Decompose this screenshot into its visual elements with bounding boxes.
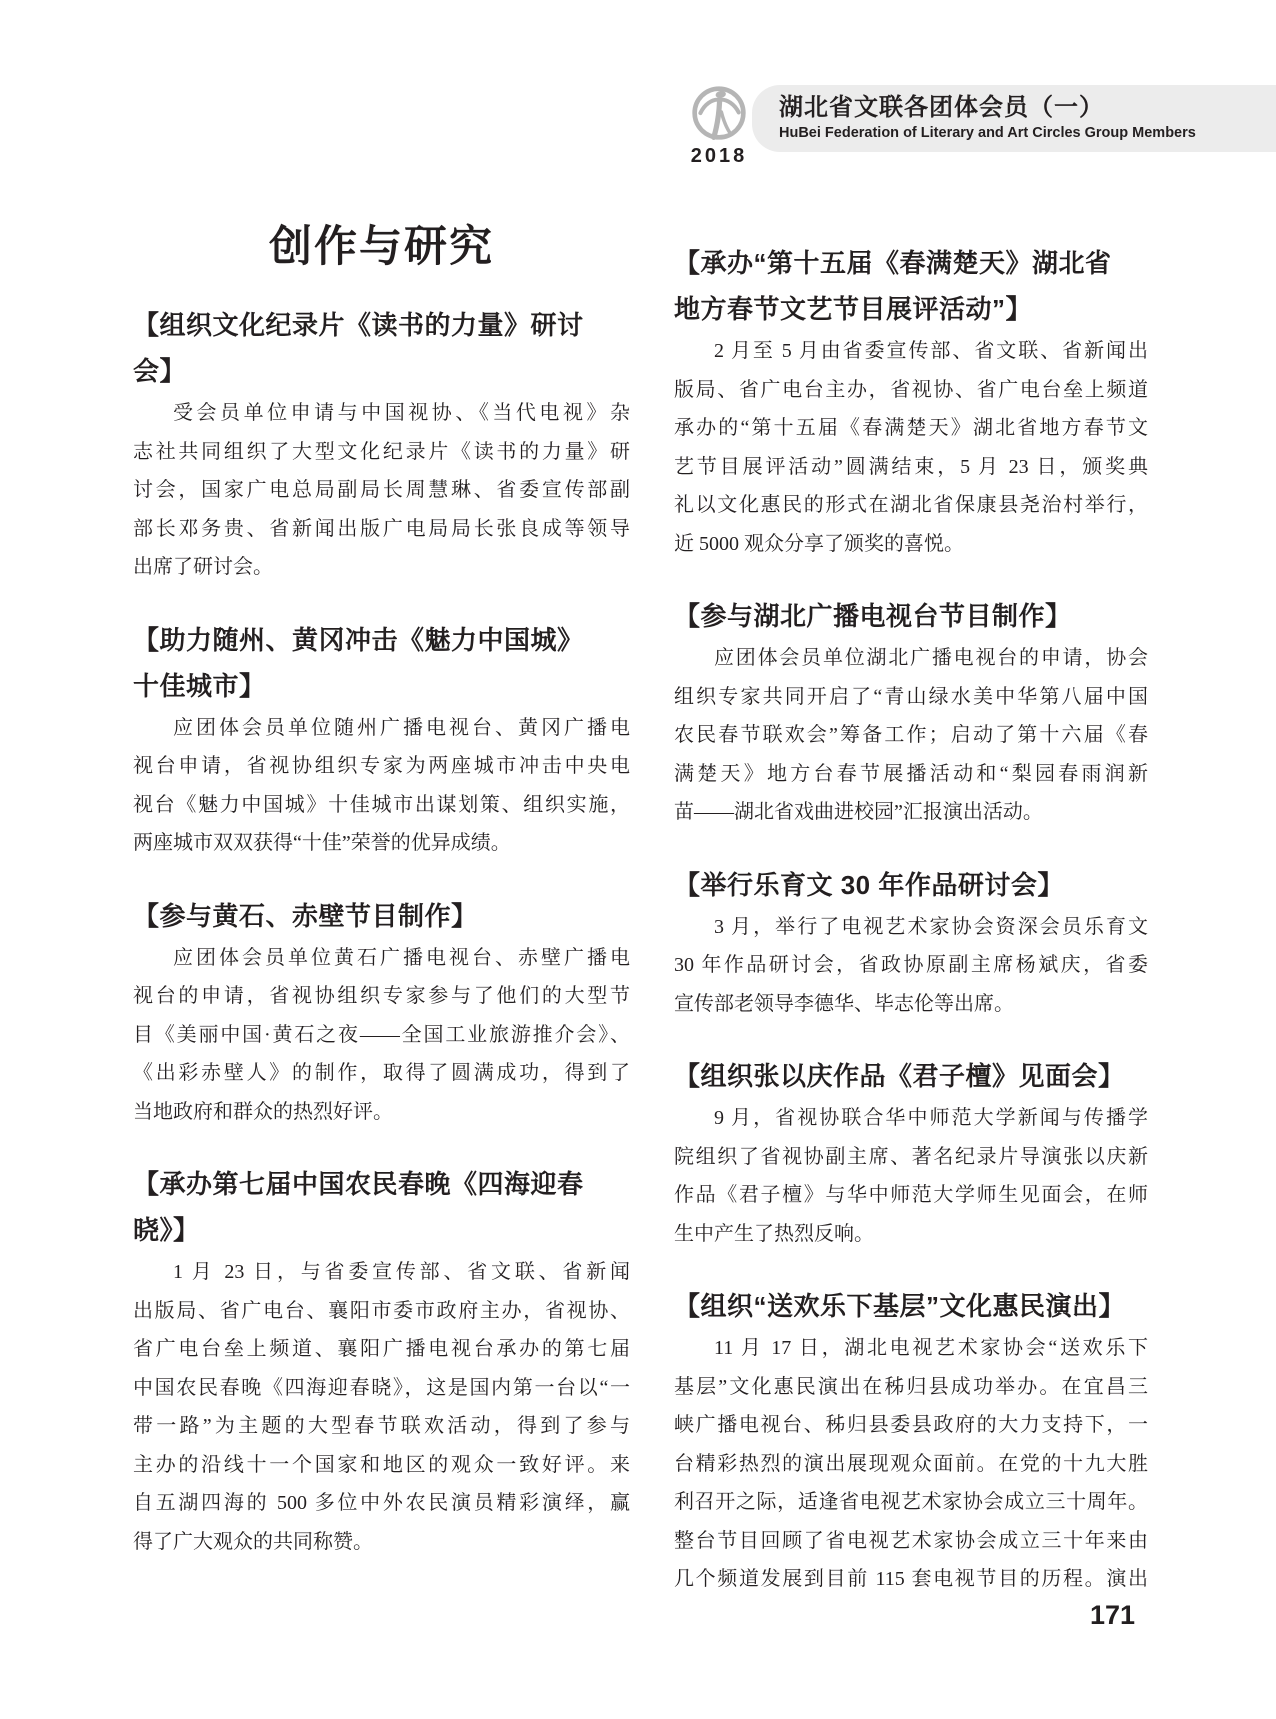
body-line: 视台《魅力中国城》十佳城市出谋划策、组织实施， (133, 793, 630, 816)
body-line: 自五湖四海的 500 多位中外农民演员精彩演绎，赢 (133, 1492, 630, 1514)
body-line: 生中产生了热烈反响。 (674, 1222, 874, 1245)
paragraph (133, 939, 630, 1132)
body-line: 礼以文化惠民的形式在湖北省保康县尧治村举行， (674, 494, 1148, 516)
page-number: 171 (1089, 1600, 1135, 1630)
section-heading-line: 地方春节文艺节目展评活动”】 (674, 294, 1033, 324)
body-line: 志社共同组织了大型文化纪录片《读书的力量》研 (133, 440, 630, 463)
body-line: 院组织了省视协副主席、著名纪录片导演张以庆新 (674, 1145, 1148, 1168)
body-line: 得了广大观众的共同称赞。 (133, 1530, 373, 1553)
body-line: 主办的沿线十一个国家和地区的观众一致好评。来 (133, 1453, 630, 1476)
body-line: 省广电台垒上频道、襄阳广播电视台承办的第七届 (133, 1338, 630, 1360)
section-heading-line: 【组织张以庆作品《君子檀》见面会】 (674, 1061, 1125, 1091)
body-line: 讨会，国家广电总局副局长周慧琳、省委宣传部副 (133, 479, 630, 501)
section-heading-line: 【承办“第十五届《春满楚天》湖北省 (674, 248, 1112, 278)
right-column (674, 240, 1148, 1599)
body-line: 2 月至 5 月由省委宣传部、省文联、省新闻出 (714, 340, 1148, 362)
paragraph (674, 908, 1148, 1024)
section-heading-line: 晓》】 (133, 1215, 200, 1245)
logo-block (681, 84, 757, 168)
article-section (133, 1161, 630, 1561)
body-line: 利召开之际，适逢省电视艺术家协会成立三十周年。 (674, 1491, 1148, 1513)
body-line: 基层”文化惠民演出在秭归县成功举办。在宜昌三 (674, 1375, 1148, 1398)
paragraph (674, 332, 1148, 563)
body-line: 视台的申请，省视协组织专家参与了他们的大型节 (133, 985, 630, 1007)
article-section (133, 302, 630, 587)
body-line: 目《美丽中国·黄石之夜——全国工业旅游推介会》、 (133, 1023, 630, 1046)
federation-logo-icon (690, 84, 748, 142)
body-line: 几个频道发展到目前 115 套电视节目的历程。演出 (674, 1568, 1148, 1590)
section-heading (674, 1283, 1148, 1329)
article-section (674, 240, 1148, 563)
section-heading (674, 593, 1148, 639)
body-line: 两座城市双双获得“十佳”荣誉的优异成绩。 (133, 832, 511, 854)
paragraph (133, 394, 630, 587)
header-title-zh: 湖北省文联各团体会员（一） (779, 94, 1104, 121)
article-section (674, 1283, 1148, 1599)
paragraph (133, 1253, 630, 1561)
paragraph (133, 709, 630, 863)
body-line: 峡广播电视台、秭归县委县政府的大力支持下，一 (674, 1414, 1148, 1436)
body-line: 出席了研讨会。 (133, 556, 273, 578)
body-line: 作品《君子檀》与华中师范大学师生见面会，在师 (674, 1184, 1148, 1206)
article-section (674, 593, 1148, 832)
section-heading-line: 【参与黄石、赤壁节目制作】 (133, 900, 478, 931)
body-line: 应团体会员单位黄石广播电视台、赤壁广播电 (173, 946, 630, 969)
body-line: 11 月 17 日，湖北电视艺术家协会“送欢乐下 (714, 1337, 1148, 1359)
section-heading (133, 302, 630, 394)
section-heading (133, 1161, 630, 1253)
body-line: 整台节目回顾了省电视艺术家协会成立三十年来由 (674, 1529, 1148, 1552)
section-heading-line: 【参与湖北广播电视台节目制作】 (674, 601, 1072, 631)
article-section (674, 1053, 1148, 1253)
body-line: 苗——湖北省戏曲进校园”汇报演出活动。 (674, 801, 1043, 823)
body-line: 农民春节联欢会”筹备工作；启动了第十六届《春 (674, 724, 1148, 746)
page-title: 创作与研究 (269, 223, 494, 271)
article-section (133, 617, 630, 863)
body-line: 应团体会员单位湖北广播电视台的申请，协会 (714, 647, 1148, 669)
section-heading (674, 862, 1148, 908)
section-heading-line: 【承办第七届中国农民春晚《四海迎春 (133, 1169, 584, 1199)
header-bar (752, 85, 1276, 152)
body-line: 宣传部老领导李德华、毕志伦等出席。 (674, 992, 1014, 1015)
paragraph (674, 1329, 1148, 1599)
left-column (133, 222, 630, 1561)
body-line: 视台申请，省视协组织专家为两座城市冲击中央电 (133, 755, 630, 777)
section-heading-line: 【助力随州、黄冈冲击《魅力中国城》 (133, 624, 584, 655)
section-heading (674, 240, 1148, 332)
body-line: 1 月 23 日，与省委宣传部、省文联、省新闻 (173, 1261, 630, 1283)
body-line: 《出彩赤壁人》的制作，取得了圆满成功，得到了 (133, 1062, 630, 1084)
body-line: 当地政府和群众的热烈好评。 (133, 1100, 393, 1123)
body-line: 应团体会员单位随州广播电视台、黄冈广播电 (173, 716, 630, 739)
body-line: 台精彩热烈的演出展现观众面前。在党的十九大胜 (674, 1452, 1148, 1475)
section-heading-line: 十佳城市】 (133, 670, 266, 701)
body-line: 组织专家共同开启了“青山绿水美中华第八届中国 (674, 685, 1148, 708)
body-line: 满楚天》地方台春节展播活动和“梨园春雨润新 (674, 762, 1148, 785)
paragraph (674, 1099, 1148, 1253)
body-line: 30 年作品研讨会，省政协原副主席杨斌庆，省委 (674, 954, 1148, 976)
body-line: 中国农民春晚《四海迎春晓》，这是国内第一台以“一 (133, 1376, 630, 1399)
section-heading (133, 617, 630, 709)
body-line: 出版局、省广电台、襄阳市委市政府主办，省视协、 (133, 1299, 630, 1322)
section-heading-line: 【举行乐育文 30 年作品研讨会】 (674, 869, 1064, 900)
body-line: 近 5000 观众分享了颁奖的喜悦。 (674, 532, 964, 555)
body-line: 艺节目展评活动”圆满结束，5 月 23 日，颁奖典 (674, 455, 1148, 478)
header-title-en: HuBei Federation of Literary and Art Circles Group Members (779, 125, 1196, 141)
article-section (133, 893, 630, 1132)
body-line: 受会员单位申请与中国视协、《当代电视》杂 (173, 402, 630, 424)
body-line: 版局、省广电台主办，省视协、省广电台垒上频道 (674, 378, 1148, 401)
body-line: 承办的“第十五届《春满楚天》湖北省地方春节文 (674, 417, 1148, 439)
section-heading-line: 会】 (133, 356, 187, 386)
section-heading (674, 1053, 1148, 1099)
section-heading-line: 【组织“送欢乐下基层”文化惠民演出】 (674, 1291, 1126, 1321)
body-line: 部长邓务贵、省新闻出版广电局局长张良成等领导 (133, 517, 630, 540)
paragraph (674, 639, 1148, 832)
section-heading (133, 893, 630, 939)
year-label: 2018 (690, 145, 748, 167)
body-line: 3 月，举行了电视艺术家协会资深会员乐育文 (714, 915, 1148, 938)
body-line: 带一路”为主题的大型春节联欢活动，得到了参与 (133, 1415, 630, 1437)
article-section (674, 862, 1148, 1024)
section-heading-line: 【组织文化纪录片《读书的力量》研讨 (133, 310, 584, 340)
body-line: 9 月，省视协联合华中师范大学新闻与传播学 (714, 1107, 1148, 1129)
